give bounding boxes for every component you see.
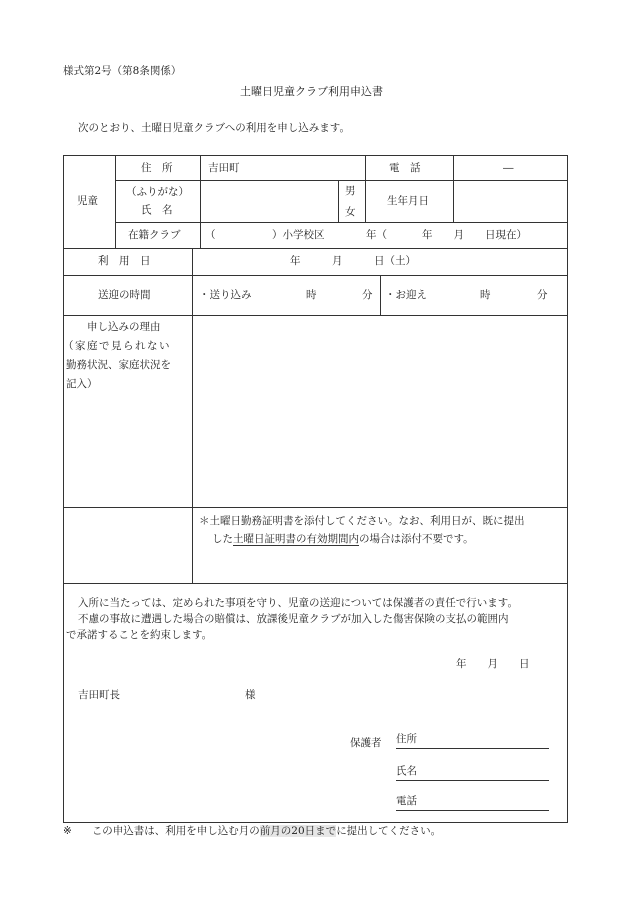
pickup-label: ・お迎え: [385, 289, 427, 301]
guardian-name-label: 氏名: [396, 765, 417, 777]
footer-text-before: この申込書は、利用を申し込む月の: [91, 825, 260, 837]
school-open-paren: （: [205, 229, 216, 241]
footer-deadline: 前月の20日まで: [259, 825, 337, 837]
reason-label-line3: 勤務状況、家庭状況を: [66, 359, 171, 371]
pickup-minute-field[interactable]: 分: [537, 289, 548, 301]
pledge-line2: 不慮の事故に遭遇した場合の賠償は、放課後児童クラブが加入した傷害保険の支払の範囲内: [78, 613, 509, 625]
dropoff-minute-field[interactable]: 分: [362, 289, 373, 301]
reason-field[interactable]: [194, 317, 566, 505]
certificate-note-line2: [212, 534, 474, 545]
intro-text: 次のとおり、土曜日児童クラブへの利用を申し込みます。: [78, 122, 350, 134]
usage-date-field[interactable]: 年 月 日（土）: [290, 255, 416, 267]
school-year-label: 年（: [366, 229, 387, 241]
sex-female-option[interactable]: 女: [345, 206, 356, 218]
sex-male-option[interactable]: 男: [345, 185, 356, 197]
guardian-name-field[interactable]: [396, 766, 549, 781]
reason-label-line2: （家庭で見られない: [63, 340, 171, 352]
reason-label-line4: 記入）: [66, 378, 98, 390]
phone-label: 電 話: [389, 162, 421, 174]
address-field[interactable]: 吉田町: [208, 162, 240, 174]
certificate-note-line1: ＊土曜日勤務証明書を添付してください。なお、利用日が、既に提出: [199, 515, 525, 527]
school-district-label: ）小学校区: [272, 229, 325, 241]
pledge-line3: で承諾することを約束します。: [66, 629, 213, 641]
signature-date[interactable]: 年 月 日: [456, 658, 530, 670]
usage-date-label: 利 用 日: [98, 255, 151, 267]
form-number: 様式第2号（第8条関係）: [63, 65, 182, 77]
furigana-label: （ふりがな）: [126, 186, 189, 198]
pickup-hour-field[interactable]: 時: [480, 289, 491, 301]
honorific: 様: [245, 689, 256, 701]
dropoff-label: ・送り込み: [199, 289, 252, 301]
guardian-phone-field[interactable]: [396, 796, 549, 811]
reason-label-line1: 申し込みの理由: [87, 321, 161, 333]
birthdate-label: 生年月日: [387, 195, 429, 207]
form-title: 土曜日児童クラブ利用申込書: [240, 85, 383, 98]
phone-field[interactable]: ―: [503, 162, 514, 174]
guardian-label: 保護者: [350, 737, 382, 749]
footer-mark: ※: [63, 825, 72, 837]
dropoff-hour-field[interactable]: 時: [306, 289, 317, 301]
address-label: 住 所: [141, 162, 173, 174]
birthdate-field[interactable]: [455, 182, 565, 220]
addressee: 吉田町長: [78, 689, 120, 701]
validity-period-text: 土曜日証明書の有効期間内: [233, 533, 359, 545]
transfer-time-label: 送迎の時間: [98, 289, 151, 301]
note-suffix: の場合は添付不要です。: [359, 533, 474, 545]
footer-note: [63, 826, 441, 837]
pledge-line1: 入所に当たっては、定められた事項を守り、児童の送迎については保護者の責任で行います。: [78, 597, 518, 609]
school-label: 在籍クラブ: [128, 229, 181, 241]
guardian-phone-label: 電話: [396, 795, 417, 807]
school-as-of-date: 年 月 日現在）: [422, 229, 527, 241]
note-prefix: した: [212, 533, 233, 545]
name-label: 氏 名: [141, 204, 173, 216]
child-group-label: 児童: [77, 195, 98, 207]
child-name-field[interactable]: [202, 182, 336, 220]
guardian-address-label: 住所: [396, 733, 417, 745]
guardian-address-field[interactable]: [396, 734, 549, 749]
footer-text-after: に提出してください。: [336, 825, 442, 837]
